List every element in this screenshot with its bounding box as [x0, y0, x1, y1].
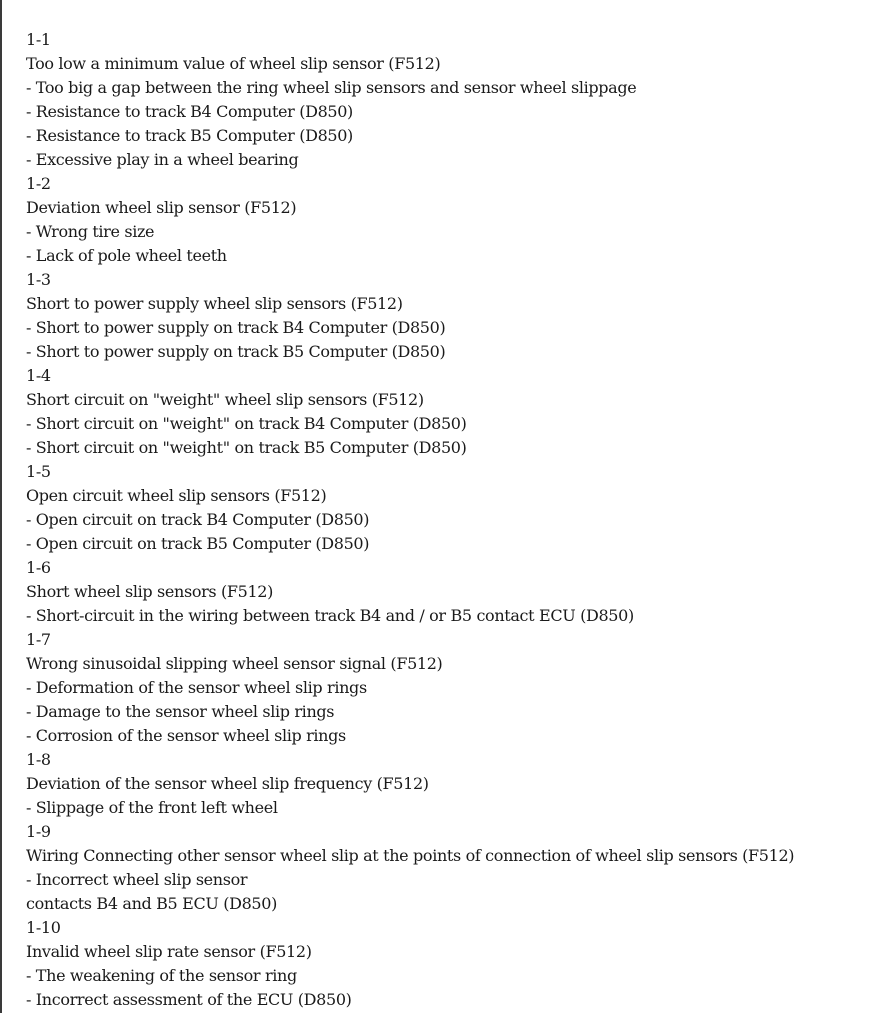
- fault-cause: - Short-circuit in the wiring between track B4 and / or B5 contact ECU (D850): [26, 606, 634, 625]
- fault-cause: - Short circuit on "weight" on track B5 Computer (D850): [26, 438, 467, 457]
- fault-description: Invalid wheel slip rate sensor (F512): [26, 942, 312, 961]
- fault-cause: - Excessive play in a wheel bearing: [26, 150, 299, 169]
- fault-description: Open circuit wheel slip sensors (F512): [26, 486, 327, 505]
- fault-cause: - Incorrect assessment of the ECU (D850): [26, 990, 352, 1009]
- fault-cause: - Corrosion of the sensor wheel slip rings: [26, 726, 346, 745]
- left-border-rule: [0, 0, 2, 1013]
- code-heading: 1-8: [26, 750, 51, 769]
- fault-description: Wiring Connecting other sensor wheel slip at the points of connection of wheel slip sensors (F512): [26, 846, 795, 865]
- fault-cause: - Too big a gap between the ring wheel slip sensors and sensor wheel slippage: [26, 78, 637, 97]
- code-heading: 1-5: [26, 462, 51, 481]
- fault-cause: - Lack of pole wheel teeth: [26, 246, 227, 265]
- fault-description: Short circuit on "weight" wheel slip sensors (F512): [26, 390, 424, 409]
- fault-description: Wrong sinusoidal slipping wheel sensor signal (F512): [26, 654, 443, 673]
- code-heading: 1-7: [26, 630, 51, 649]
- fault-cause: - Short to power supply on track B5 Computer (D850): [26, 342, 446, 361]
- fault-cause: - Open circuit on track B5 Computer (D850): [26, 534, 370, 553]
- fault-description: Too low a minimum value of wheel slip sensor (F512): [26, 54, 441, 73]
- fault-cause: - Wrong tire size: [26, 222, 155, 241]
- code-heading: 1-2: [26, 174, 51, 193]
- code-heading: 1-10: [26, 918, 61, 937]
- fault-description: Deviation of the sensor wheel slip frequency (F512): [26, 774, 429, 793]
- code-heading: 1-1: [26, 30, 51, 49]
- fault-cause: - Deformation of the sensor wheel slip rings: [26, 678, 367, 697]
- code-heading: 1-6: [26, 558, 51, 577]
- fault-cause: - Incorrect wheel slip sensor: [26, 870, 248, 889]
- fault-cause: - Open circuit on track B4 Computer (D850): [26, 510, 370, 529]
- code-heading: 1-3: [26, 270, 51, 289]
- fault-cause: - Resistance to track B4 Computer (D850): [26, 102, 353, 121]
- fault-cause: - Resistance to track B5 Computer (D850): [26, 126, 353, 145]
- fault-cause: - Slippage of the front left wheel: [26, 798, 278, 817]
- fault-description: Short wheel slip sensors (F512): [26, 582, 274, 601]
- fault-cause-continuation: contacts B4 and B5 ECU (D850): [26, 894, 277, 913]
- fault-cause: - Short circuit on "weight" on track B4 Computer (D850): [26, 414, 467, 433]
- code-heading: 1-9: [26, 822, 51, 841]
- fault-code-list: [26, 28, 866, 1012]
- fault-description: Deviation wheel slip sensor (F512): [26, 198, 297, 217]
- code-heading: 1-4: [26, 366, 51, 385]
- fault-cause: - The weakening of the sensor ring: [26, 966, 297, 985]
- fault-cause: - Short to power supply on track B4 Computer (D850): [26, 318, 446, 337]
- fault-description: Short to power supply wheel slip sensors (F512): [26, 294, 403, 313]
- fault-cause: - Damage to the sensor wheel slip rings: [26, 702, 335, 721]
